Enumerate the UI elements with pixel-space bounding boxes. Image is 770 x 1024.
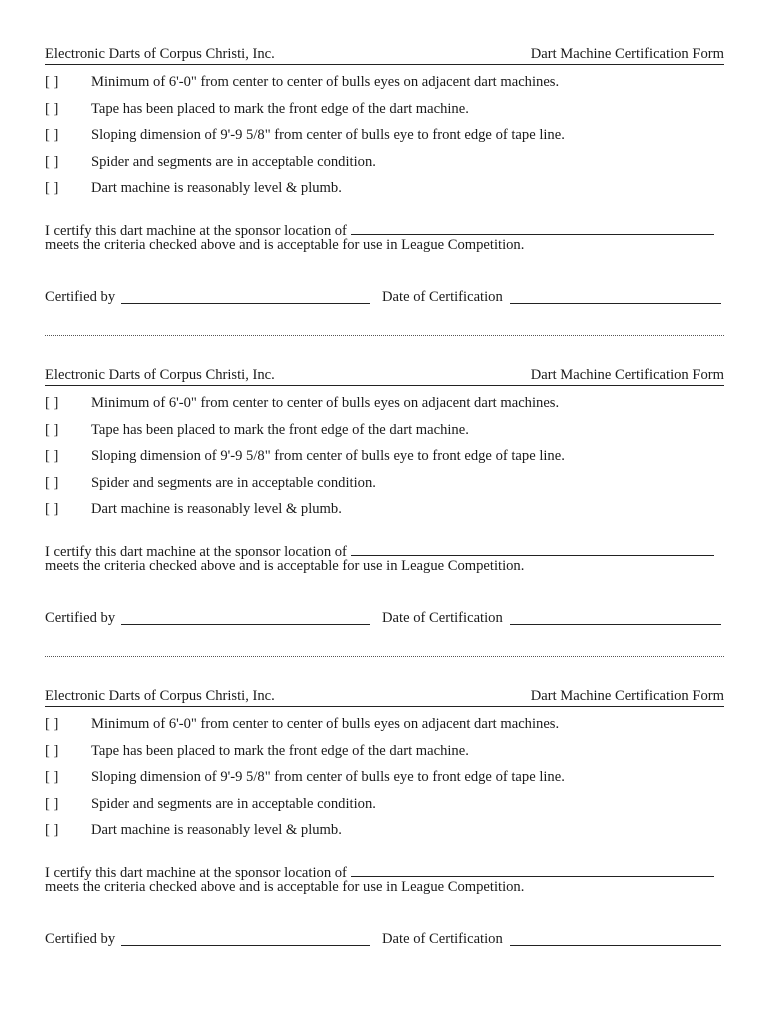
- cut-line-divider: [45, 335, 724, 336]
- checkbox[interactable]: [ ]: [45, 822, 59, 838]
- signature-row: [45, 289, 724, 307]
- certify-text: I certify this dart machine at the sponsor location of: [45, 223, 347, 239]
- checkbox[interactable]: [ ]: [45, 475, 59, 491]
- checklist-item-text: Sloping dimension of 9'-9 5/8" from center of bulls eye to front edge of tape line.: [91, 769, 565, 785]
- checklist-item-text: Dart machine is reasonably level & plumb.: [91, 180, 342, 196]
- certified-by-field[interactable]: [121, 610, 370, 625]
- date-label: Date of Certification: [382, 610, 503, 626]
- checkbox[interactable]: [ ]: [45, 101, 59, 117]
- checklist-item-text: Tape has been placed to mark the front edge of the dart machine.: [91, 422, 469, 438]
- signature-row: [45, 610, 724, 628]
- checkbox[interactable]: [ ]: [45, 422, 59, 438]
- certified-by-label: Certified by: [45, 610, 116, 626]
- checklist-item-text: Dart machine is reasonably level & plumb.: [91, 822, 342, 838]
- certified-by-label: Certified by: [45, 289, 116, 305]
- checkbox[interactable]: [ ]: [45, 501, 59, 517]
- certify-criteria-text: meets the criteria checked above and is acceptable for use in League Competition.: [45, 558, 525, 574]
- sponsor-location-field[interactable]: [351, 220, 714, 235]
- date-field[interactable]: [510, 931, 721, 946]
- checkbox[interactable]: [ ]: [45, 395, 59, 411]
- certify-text: I certify this dart machine at the sponsor location of: [45, 865, 347, 881]
- checkbox[interactable]: [ ]: [45, 448, 59, 464]
- checklist-item-text: Sloping dimension of 9'-9 5/8" from center of bulls eye to front edge of tape line.: [91, 448, 565, 464]
- checkbox[interactable]: [ ]: [45, 127, 59, 143]
- certified-by-label: Certified by: [45, 931, 116, 947]
- form-title: Dart Machine Certification Form: [530, 688, 724, 704]
- sponsor-location-field[interactable]: [351, 541, 714, 556]
- checklist-item-text: Spider and segments are in acceptable condition.: [91, 154, 376, 170]
- certification-form-1: [45, 46, 724, 346]
- checkbox[interactable]: [ ]: [45, 796, 59, 812]
- company-name: Electronic Darts of Corpus Christi, Inc.: [45, 367, 275, 383]
- date-field[interactable]: [510, 289, 721, 304]
- checklist-item-text: Sloping dimension of 9'-9 5/8" from center of bulls eye to front edge of tape line.: [91, 127, 565, 143]
- certified-by-field[interactable]: [121, 931, 370, 946]
- checklist-item-text: Spider and segments are in acceptable condition.: [91, 475, 376, 491]
- certification-form-3: [45, 688, 724, 988]
- company-name: Electronic Darts of Corpus Christi, Inc.: [45, 688, 275, 704]
- form-header: [45, 46, 724, 65]
- checkbox[interactable]: [ ]: [45, 716, 59, 732]
- checkbox[interactable]: [ ]: [45, 769, 59, 785]
- certified-by-field[interactable]: [121, 289, 370, 304]
- checklist-item-text: Tape has been placed to mark the front edge of the dart machine.: [91, 743, 469, 759]
- certification-form-2: [45, 367, 724, 667]
- checkbox[interactable]: [ ]: [45, 74, 59, 90]
- company-name: Electronic Darts of Corpus Christi, Inc.: [45, 46, 275, 62]
- checklist-item-text: Spider and segments are in acceptable condition.: [91, 796, 376, 812]
- date-field[interactable]: [510, 610, 721, 625]
- checklist-item-text: Dart machine is reasonably level & plumb.: [91, 501, 342, 517]
- signature-row: [45, 931, 724, 949]
- form-title: Dart Machine Certification Form: [530, 367, 724, 383]
- certify-criteria-text: meets the criteria checked above and is acceptable for use in League Competition.: [45, 879, 525, 895]
- cut-line-divider: [45, 656, 724, 657]
- checklist-item-text: Minimum of 6'-0" from center to center of bulls eyes on adjacent dart machines.: [91, 395, 560, 411]
- certify-criteria-text: meets the criteria checked above and is acceptable for use in League Competition.: [45, 237, 525, 253]
- date-label: Date of Certification: [382, 289, 503, 305]
- form-header: [45, 367, 724, 386]
- checklist-item-text: Minimum of 6'-0" from center to center of bulls eyes on adjacent dart machines.: [91, 74, 560, 90]
- form-header: [45, 688, 724, 707]
- sponsor-location-field[interactable]: [351, 862, 714, 877]
- certify-text: I certify this dart machine at the sponsor location of: [45, 544, 347, 560]
- checklist-item-text: Tape has been placed to mark the front edge of the dart machine.: [91, 101, 469, 117]
- checkbox[interactable]: [ ]: [45, 154, 59, 170]
- form-title: Dart Machine Certification Form: [530, 46, 724, 62]
- checklist-item-text: Minimum of 6'-0" from center to center of bulls eyes on adjacent dart machines.: [91, 716, 560, 732]
- checkbox[interactable]: [ ]: [45, 180, 59, 196]
- date-label: Date of Certification: [382, 931, 503, 947]
- checkbox[interactable]: [ ]: [45, 743, 59, 759]
